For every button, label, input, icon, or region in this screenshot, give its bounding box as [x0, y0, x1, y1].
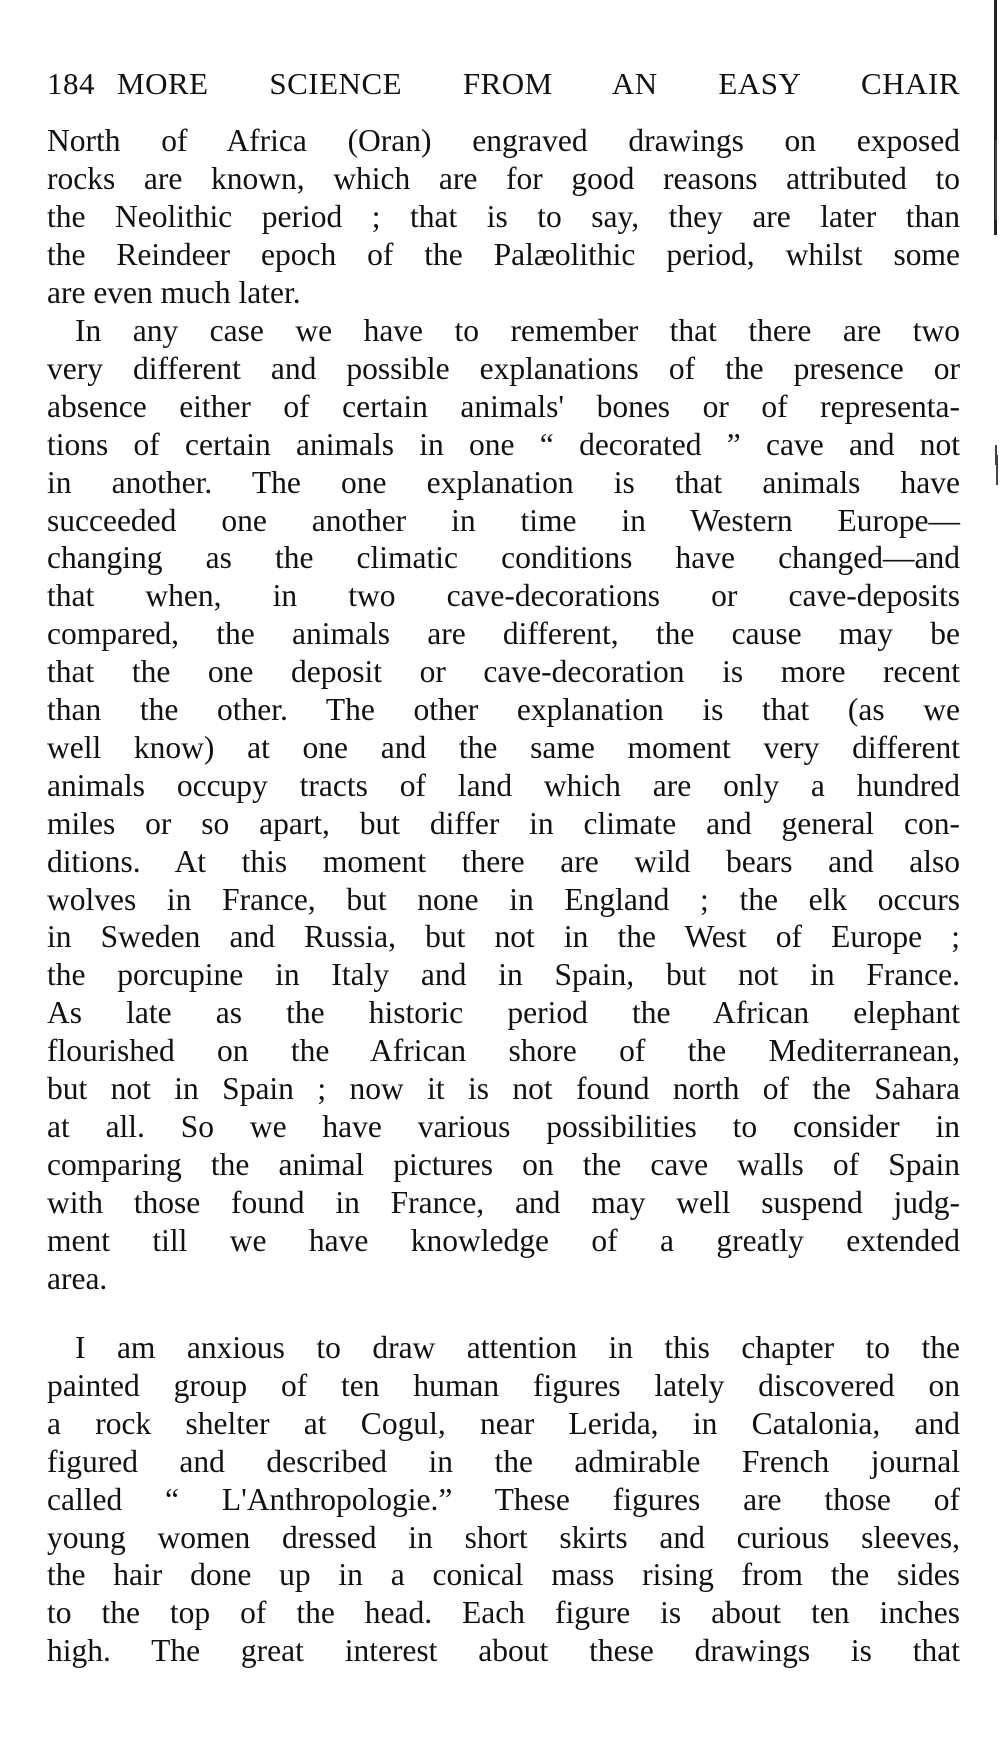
- text-line: high. The great interest about these drawings is that: [47, 1633, 960, 1669]
- text-line: young women dressed in short skirts and curious sleeves,: [47, 1519, 960, 1555]
- scan-edge-mark: [995, 140, 997, 220]
- text-line: the hair done up in a conical mass rising from the sides: [47, 1557, 960, 1593]
- text-line: succeeded one another in time in Western Europe—: [47, 502, 960, 538]
- text-line: than the other. The other explanation is that (as we: [47, 692, 960, 727]
- text-line: ment till we have knowledge of a greatly extended: [47, 1222, 960, 1258]
- text-line: rocks are known, which are for good reasons attributed to: [47, 160, 960, 196]
- scan-edge-mark: [996, 455, 998, 485]
- text-line: figured and described in the admirable French journal: [47, 1443, 960, 1479]
- text-line: are even much later.: [47, 274, 301, 310]
- text-line: area.: [47, 1260, 108, 1296]
- text-line: changing as the climatic conditions have changed—and: [47, 540, 960, 576]
- text-line: animals occupy tracts of land which are only a hundred: [47, 767, 960, 803]
- text-line: comparing the animal pictures on the cave walls of Spain: [47, 1146, 960, 1182]
- page-number: 184: [47, 66, 95, 101]
- text-line: at all. So we have various possibilities to consider in: [47, 1108, 960, 1144]
- text-line: absence either of certain animals' bones or of representa-: [47, 388, 960, 424]
- text-line: I am anxious to draw attention in this chapter to the: [75, 1330, 960, 1365]
- text-line: that the one deposit or cave-decoration is more recent: [47, 654, 960, 690]
- text-line: tions of certain animals in one “ decorated ” cave and not: [47, 426, 960, 462]
- running-title: MORE SCIENCE FROM AN EASY CHAIR: [117, 66, 960, 101]
- running-header: [47, 66, 960, 106]
- text-line: in another. The one explanation is that animals have: [47, 464, 960, 500]
- text-line: but not in Spain ; now it is not found north of the Sahara: [47, 1071, 960, 1106]
- text-line: called “ L'Anthropologie.” These figures are those of: [47, 1481, 960, 1517]
- text-line: In any case we have to remember that there are two: [75, 313, 960, 348]
- text-line: the Neolithic period ; that is to say, they are later than: [47, 198, 960, 234]
- text-line: well know) at one and the same moment very different: [47, 729, 960, 765]
- text-line: with those found in France, and may well suspend judg-: [47, 1184, 960, 1220]
- text-line: the porcupine in Italy and in Spain, but not in France.: [47, 957, 960, 993]
- text-line: wolves in France, but none in England ; the elk occurs: [47, 881, 960, 917]
- text-line: the Reindeer epoch of the Palæolithic period, whilst some: [47, 236, 960, 272]
- text-line: North of Africa (Oran) engraved drawings on exposed: [47, 123, 960, 158]
- text-line: ditions. At this moment there are wild bears and also: [47, 843, 960, 879]
- text-line: in Sweden and Russia, but not in the West of Europe ;: [47, 919, 960, 955]
- text-line: very different and possible explanations of the presence or: [47, 350, 960, 386]
- text-line: that when, in two cave-decorations or cave-deposits: [47, 578, 960, 614]
- text-line: a rock shelter at Cogul, near Lerida, in Catalonia, and: [47, 1405, 960, 1441]
- text-line: painted group of ten human figures lately discovered on: [47, 1367, 960, 1403]
- text-line: As late as the historic period the African elephant: [47, 995, 960, 1031]
- text-line: to the top of the head. Each figure is about ten inches: [47, 1595, 960, 1631]
- text-line: flourished on the African shore of the Mediterranean,: [47, 1033, 960, 1069]
- text-line: compared, the animals are different, the cause may be: [47, 616, 960, 652]
- text-line: miles or so apart, but differ in climate and general con-: [47, 805, 960, 841]
